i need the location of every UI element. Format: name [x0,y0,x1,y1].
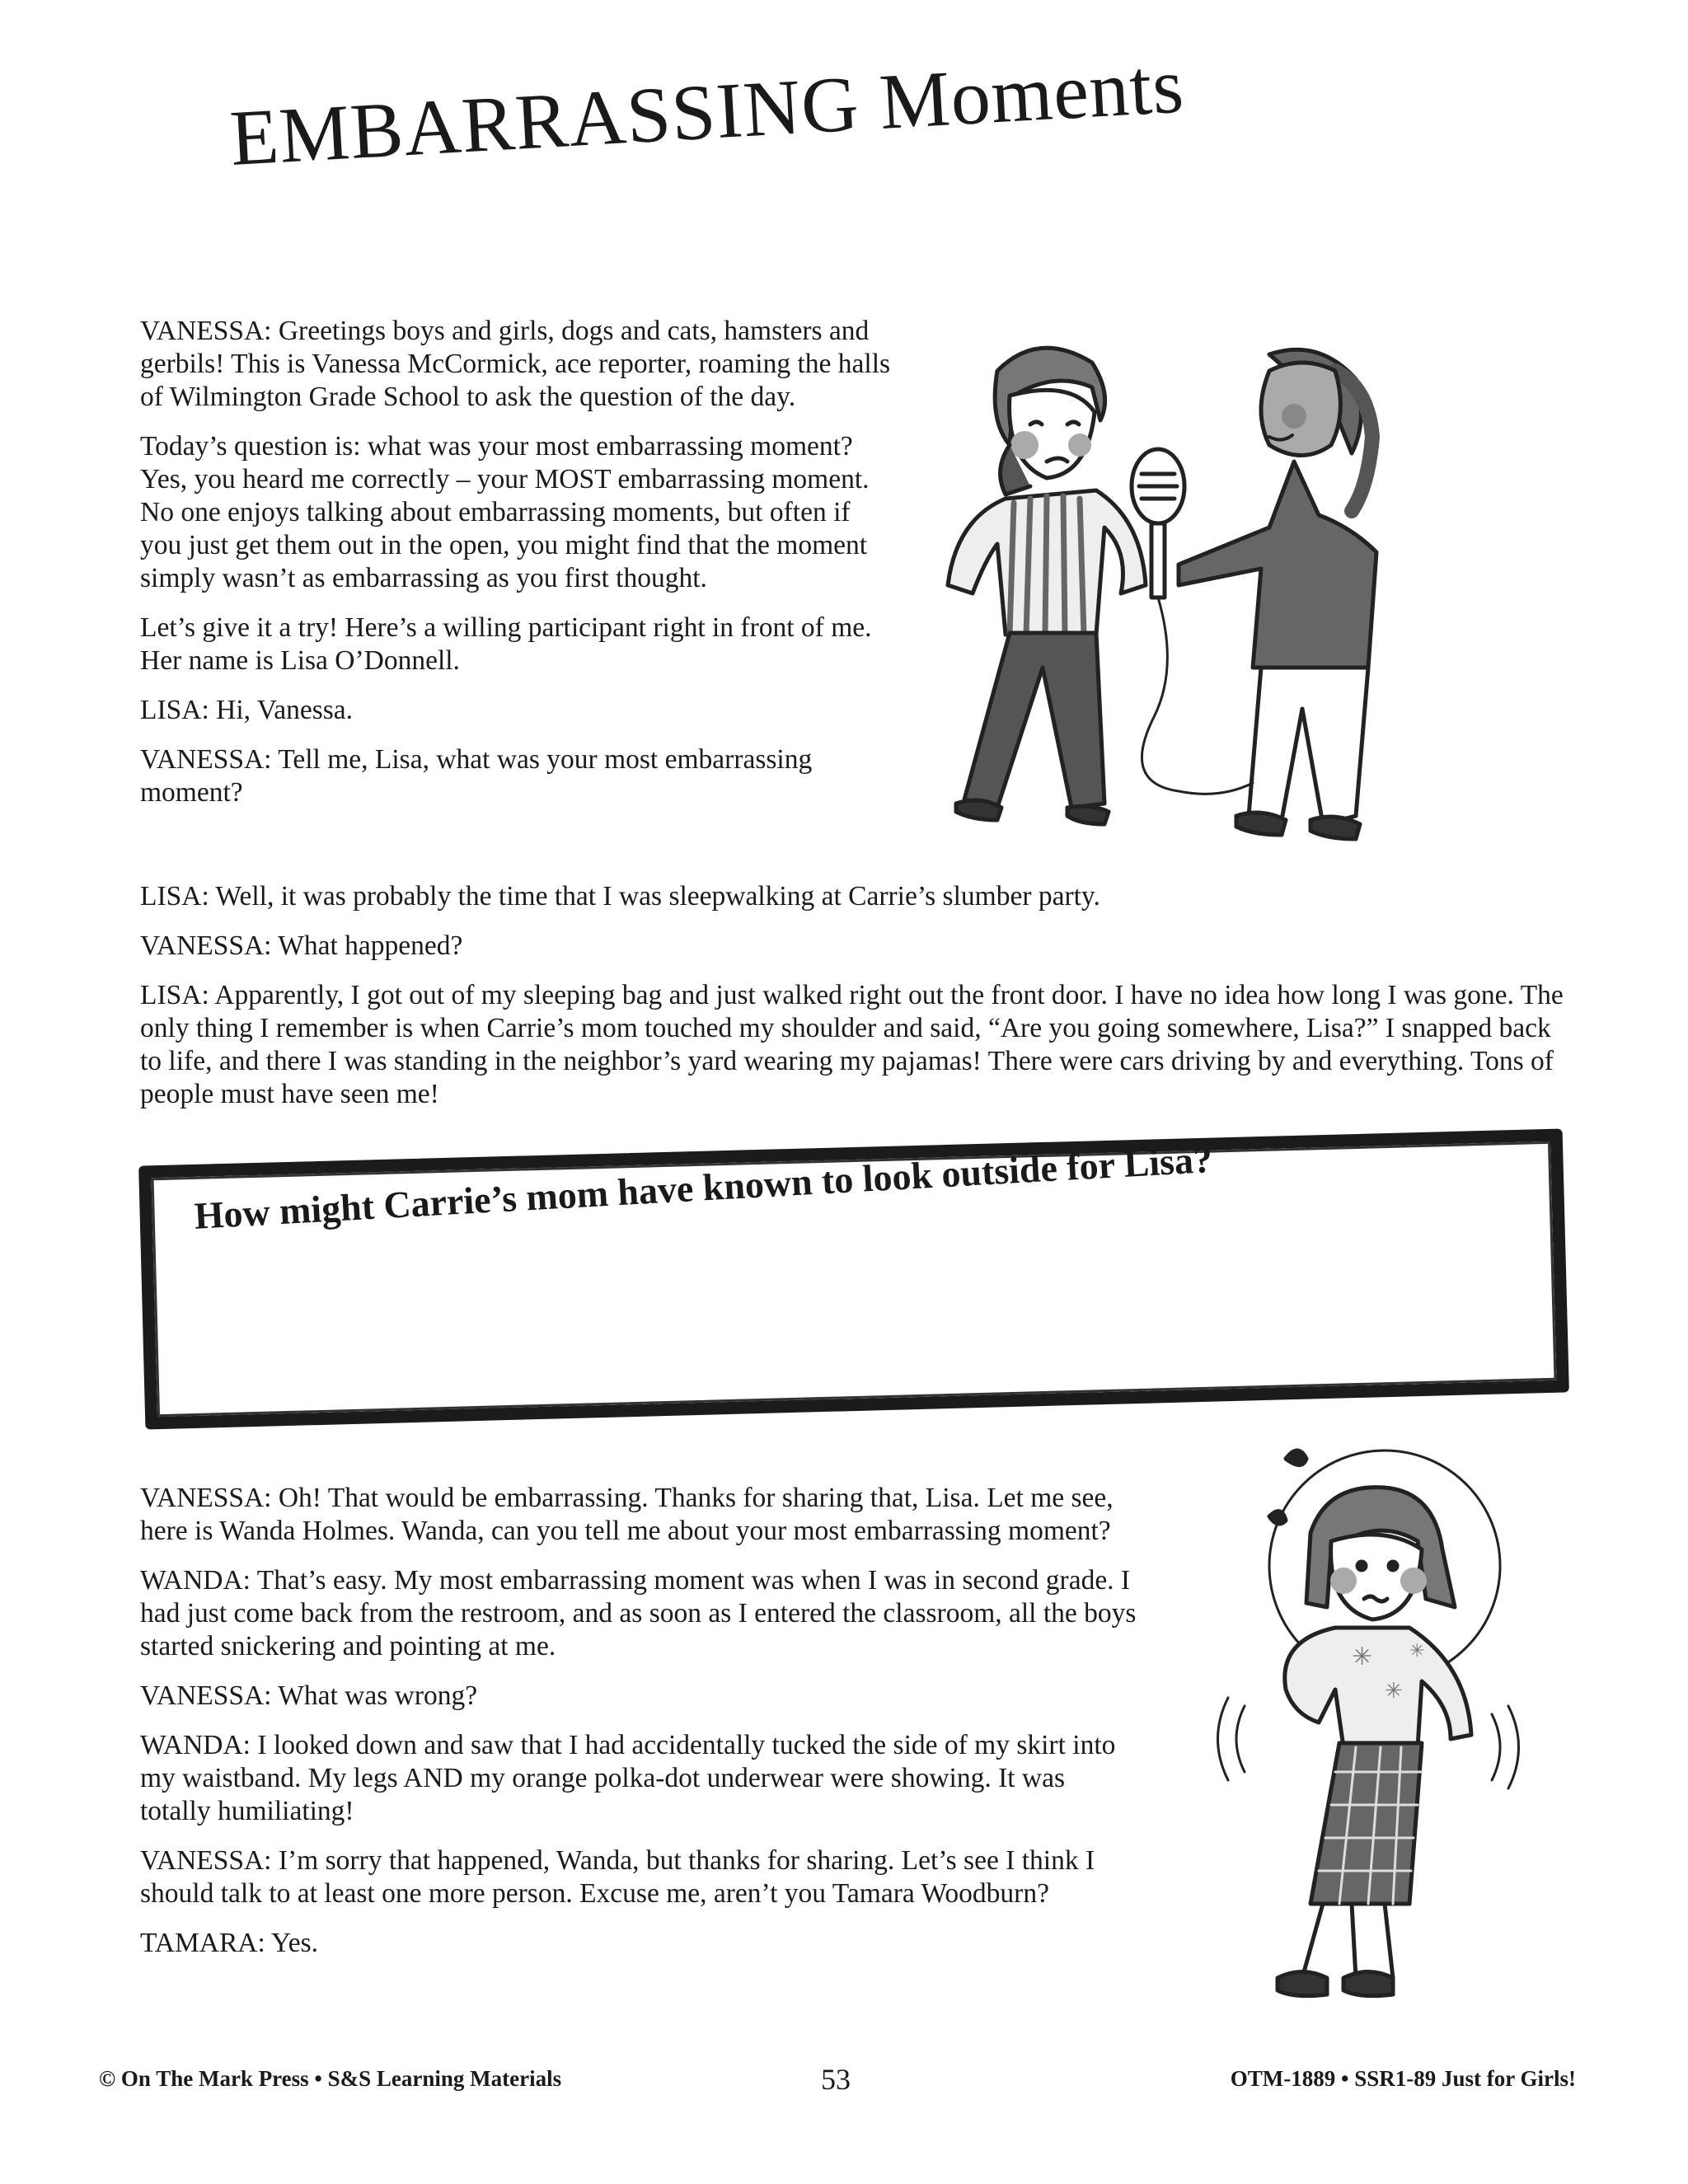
footer-left: © On The Mark Press • S&S Learning Materials [99,2066,562,2091]
dialogue-paragraph: TAMARA: Yes. [140,1928,319,1958]
dialogue-paragraph: LISA: Well, it was probably the time that I was sleepwalking at Carrie’s slumber party. [140,881,1100,912]
embarrassed-girl-illustration [1146,1442,1574,2019]
page-number: 53 [821,2063,851,2096]
page-title: EMBARRASSING Moments [227,40,1187,182]
question-box [138,1128,1569,1429]
dialogue-paragraph: VANESSA: What happened? [140,930,463,961]
svg-text:✳: ✳ [1352,1643,1373,1671]
dialogue-bottom [140,1482,1142,1976]
dialogue-paragraph: VANESSA: Oh! That would be embarrassing. Thanks for sharing that, Lisa. Let me see, here is Wanda Holmes. Wanda, can you tell me about your most embarrassing moment? [140,1483,1114,1546]
dialogue-paragraph: LISA: Hi, Vanessa. [140,695,354,725]
dialogue-paragraph: VANESSA: Greetings boys and girls, dogs and cats, hamsters and gerbils! This is Vanessa McCormick, ace reporter, roaming the halls of Wilmington Grade School to ask the question of the day. [140,316,891,412]
dialogue-paragraph: VANESSA: What was wrong? [140,1680,478,1711]
dialogue-middle [140,880,1574,1127]
dialogue-top [140,315,898,826]
reporter-interview-illustration [907,321,1418,865]
svg-text:✳: ✳ [1385,1679,1403,1703]
question-text: How might Carrie’s mom have known to look outside for Lisa? [193,1137,1214,1237]
dialogue-paragraph: VANESSA: Tell me, Lisa, what was your most embarrassing moment? [140,744,813,808]
dialogue-paragraph: LISA: Apparently, I got out of my sleeping bag and just walked right out the front door. I have no idea how long I was gone. The only thing I remember is when Carrie’s mom touched my shoulder and said, “Are you going somewhere, Lisa?” I snapped back to life, and there I was standing in the neighbor’s yard wearing my pajamas! There were cars driving by and everything. Tons of people must have seen me! [140,980,1564,1109]
dialogue-paragraph: Today’s question is: what was your most embarrassing moment? Yes, you heard me correctly – your MOST embarrassing moment. No one enjoys talking about embarrassing moments, but often if you just get them out in the open, you might find that the moment simply wasn’t as embarrassing as you first thought. [140,431,870,593]
dialogue-paragraph: VANESSA: I’m sorry that happened, Wanda, but thanks for sharing. Let’s see I think I should talk to at least one more person. Excuse me, aren’t you Tamara Woodburn? [140,1845,1095,1909]
dialogue-paragraph: WANDA: I looked down and saw that I had accidentally tucked the side of my skirt into my waistband. My legs AND my orange polka-dot underwear were showing. It was totally humiliating! [140,1730,1116,1826]
dialogue-paragraph: Let’s give it a try! Here’s a willing participant right in front of me. Her name is Lisa O’Donnell. [140,612,872,676]
footer-right: OTM-1889 • SSR1-89 Just for Girls! [1230,2066,1576,2091]
svg-text:✳: ✳ [1409,1640,1425,1661]
dialogue-paragraph: WANDA: That’s easy. My most embarrassing moment was when I was in second grade. I had just come back from the restroom, and as soon as I entered the classroom, all the boys started snickering and pointing at me. [140,1565,1137,1661]
